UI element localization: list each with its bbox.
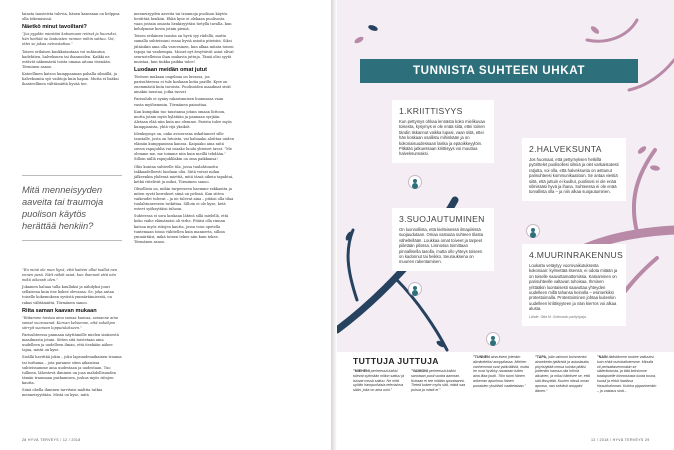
tips-section <box>337 352 674 450</box>
threat-card-2 <box>522 138 626 201</box>
paragraph: Parisuhde ei synny rakastumisen huumassa vaan vasta myöhemmin. Törmänen painottaa. <box>134 97 224 107</box>
quote-intro: ”Jos pyydän miestäni katsomaan reitset ja huoruksi, hän heittää ne laatuisten rannen mihin sattuu. Voi, ettei se jakaa neivostattaa.” <box>22 32 117 47</box>
threat-card-3 <box>392 208 494 271</box>
threat-title: 4.MUURINRAKENNUS <box>529 250 624 260</box>
threat-body: Kun pettymys ohkaa lennästa koko mielikuvaa toisesta, kysymys ei ole enää siitä, ettei toinen tändin tiskannut vaikka lupasi, vaan siitä, ettei hän koskaan osallistu mihinkään ja on kokonaisuudessaan laiska ja epäoikkeyylöin. Pitkään jatkuessaan kriittisyys voi muuttua halveksunnaksi. <box>399 119 485 157</box>
paragraph: Toisen erilainen taustia on hyvä syy riidellä, mutta samalla suhteissani ossaa hyviä asioita piteisiin. Siksi jätäisikin aina olla varovainen, kun alkaa mitata toisen tapoja tai vanhempia. Monet nyt ärsyttävät asiat olivat seurustelleissa ihan mukavia juttuja. Tämä olisi syytä muistaa, kun tiukka paikka tulee! <box>134 34 234 64</box>
tip-lead: ”NAIN <box>597 355 609 359</box>
paragraph: menneisyyden aaveita tai traumoja puolison käytös herättää henkiin. Ehkä kyse ei olekaan puolisosta vaan jostain omasta henkisyyttäsi tietyllä tavalla. kun kehdymme kovin jotain pieniä. <box>134 12 232 32</box>
page-folio-right: 12 / 2018 / HYVÄ TERVEYS 29 <box>591 438 650 442</box>
page-folio-left: 28 HYVÄ TERVEYS / 12 / 2018 <box>22 438 81 442</box>
section-title: TUNNISTA SUHTEEN UHKAT <box>360 59 638 83</box>
paragraph: lainsta tausteista tulevia, hänen kanssaan on helppoa olla tekemisissä. <box>22 12 120 22</box>
paragraph: Idenksymys on, onko avioerossa uskaltaneet sille taustalle, josta on lutoista, vai haluaako aloittaa uuden elämän kumppaninsa kanssa. Kaipaako aina niitä suvun rapujuhlia vai osaako luoda yhteiset tavat. ”Me olemme me, me toimme niin kuin meillä tehdään.” Silloin niillä rapujuhlilakin on oma paikkansa! <box>134 131 234 162</box>
tip-item <box>411 369 467 393</box>
tip-text: jolla vaimoni kommentoi ainoeketta tyttäristä ja autuslautta, pöyristyttää minua kuinka pitäisi joidenkin kanssa olla hölmä aikuinen, ja miksi häiritsee se, että sitä lässyttää. Kuulen niissä oman apunsa, nan selvästi anoppini äänen.” <box>535 355 590 393</box>
tip-lead: ”TUNNEN <box>473 355 491 359</box>
person-icon <box>408 175 422 189</box>
tip-item <box>597 355 657 393</box>
person-icon <box>526 224 540 238</box>
left-column-1 <box>22 12 122 89</box>
paragraph: Sisällä havittää jokin – joku lapsuudenaikainen trauma tai turhuma – jota paranne siten aikaisissa suhteissamme aina uudestaan ja uudestaan. Tuo tullinen, lähestevä ihminen on joaa mahdollisuuden tämän traumaan purkamisen, joskus myös riitojen kautta. <box>22 355 122 385</box>
person-icon <box>486 332 500 346</box>
tip-text: äidistämme tuokee valtuuksi kuin ehkä nuhokallotemme. Minulla oli perisaitasemmakin se siiderikutusta, ja tätä keksimme tutalapuelle kiinnostusta luoda tusna, kuusli ja ehkä haalissa hissukkahnnan. Kuinka pipparinenkin – ja vastaus sinä... <box>597 355 657 393</box>
tip-lead: ”MIEHENI <box>353 369 371 373</box>
tip-text: aina itseni jotenkin alimitoiteiksi anoppilassa. Miehen vanhemmat ovat ystävällisiä, mutta he ovat hyvikky naustaan tuiten aina iltaa joutti. Töin tuoni hänen ankerran apuriinsa hänen punaisien yksiöistö vaatteistaan.” <box>473 355 529 388</box>
tip-text: perheessä kaikki sanotaan puoli vuotta aamnan. Kukaan ei tee mitään spontaanisi. Tieteä kokee myös sitä, mistä saa puhua ja mistä ei.” <box>411 369 466 393</box>
subheading: Luodaan meidän omat jutut <box>134 66 208 73</box>
threat-title: 2.HALVEKSUNTA <box>529 144 602 154</box>
paragraph: Kun kumpikin tuo taustansa jotain omaan liittoon, mutta jotain myös hylätään ja pannaan syrjään. Aletaan elää niin kuin me olemme. Parista tulee myös kumppanista, yhtä vijä yksiköt. <box>134 109 232 129</box>
person-icon <box>408 282 422 296</box>
left-page <box>0 0 331 450</box>
pull-quote: Mitä menneisyyden aaveita tai traumoja puolison käytös herättää henkiin? <box>22 175 122 241</box>
quote-intro: ”En minä ole mun hyvä, että kaiteni ollut tsallat nen ennen pesä. Nätt näköt asiat, kun ihannoit että nän mikä oikeasti olen.” <box>22 268 118 283</box>
paragraph: Parisuhteessa pannaan näyttämölle mielen sisäisestä maailmasta jotain. Sitten sitä toistetaan aina uudelleen ja uudelleen ilman, että itsekään näkee tajua, mistä on kyse. <box>22 333 119 353</box>
threat-body: Loukattu vetäytyy vuorovaikutuksesta kokonaan: kylmettää itsensä, ei odota mitään ja on toiselle saavuttamattomissa. Katoaminen on parisuhteelle valtavan tuhoisaa. Ihminen yrittääkin luontaisesti saavuttaa yhteyden uudelleen millä tahansa keinolla – esimerkiksi protestoimalla. Protestoiminen johtaa kuitenkin uudelleen kriittisyyteen ja näin kierros voi alkaa alusta. <box>529 263 618 312</box>
threat-body: On luonnollista, että kielteisessä ilmapiirissä suojaudutaan. Omaa vastuuta suhteen tilasta väheltellään. Loukkaa omat toiveet ja tarpeet piiletään pilossa. Lisinossa toimittaan pinnallisella tasolla, mutta ollo yhteys toiseen on kadonnut tai heikko. Seurauksena on muurien rakentaminen. <box>399 227 484 265</box>
threat-title: 3.SUOJAUTUMINEN <box>399 214 485 224</box>
quote-intro: ”Riitamme toistaa aina samaa kaavaa, samanne aina samat vuorosanat. Korvan kelsienne, että sukohjan siirryit suoraan lopputulokseen.” <box>22 315 118 330</box>
tip-item <box>535 355 591 393</box>
tip-item <box>473 355 529 389</box>
threat-card-4 <box>522 244 626 326</box>
paragraph: Törösen mukaan ongelmia on luvassa, jos parisuhteessa ei tule koskaan kotia parille. Kyse on enemmästä kuin tavoista. Puolisoiden maadmat sivät ainakin taustaa, jotka tuovat <box>134 75 231 95</box>
source-caption: Lähde: Sitta M. Gottmanin parityöpaja. <box>529 314 587 319</box>
subheading: Riita saman kaavan mukaan <box>22 307 97 314</box>
paragraph: Toisen erilaisen kuokkatautaan voi suhtautua kadehtien, halveksuen tai ihannoiden. Kaikki ne estävät näkemästä toista omana aitona itsenään. Törminen sanoo. <box>22 49 111 69</box>
paragraph: Kateellinen katsoo kumppaniaan pahalla silmällä, ja halveksunta syö vaihtoja kuin hapon. Mutta ei lisäksi ihanteellinen välttämättä hyvää tee. <box>22 71 119 87</box>
subheading: Näetkö minut tavoiltani? <box>22 24 87 31</box>
tips-title: TUTTUJA JUTTUJA <box>353 356 439 366</box>
tip-lead: ”TAPA, <box>535 355 549 359</box>
paragraph: Oliis kuntaa suhteelle tila, jossa tuulahtuneita takkaadelleesti luodaan oliu. Siitä voivat nidan jälkeenkin yhdessä miettiä, mitä tässä oikein tapahtui, ketkä riitelivät ja miksi, Törmänen sanoo. <box>134 164 234 184</box>
tip-text: perheessä kaikki tulevat syömään millon sattuu ja istuvat missä sattuu. Ne mitä syötiin hampurilaisia televisiova sään, joka on aina uuki.” <box>353 369 405 393</box>
left-column-1b <box>22 268 122 400</box>
tip-item <box>353 369 409 393</box>
paragraph: Jokainen haluaa tulla kuulluksi ja nähdyksi juuri sellaisena kuin itse kokee olevansa. Se, joka antaa toiselle kokemuksen syvästä ymmärtämisestä, on rakas välttämättä, Törmänen sanoo. <box>22 285 114 305</box>
left-column-2 <box>134 12 234 247</box>
paragraph: Obsellista on, mihin turpeeseen haemme rakkautta ja miten syvät kerrokset siinä on pelissä. Kun sitten vaikeudet tulevat – ja ne tulevat aina – pitäisi olla tilaa tuulahtuneeseen tutkittaa. Silloin ei ole kyse, ketä esteet syöksyttäisi tuhoon. <box>134 186 234 212</box>
tip-lead: ”VAIMONI <box>411 369 429 373</box>
threat-title: 1.KRIITTISYYS <box>399 106 463 116</box>
threat-body: Jos huomaat, että pettymyksen hetkillä pyörittelet puolisollesi silmiä ja olet varkaistutesti ratjutta, voi olla, että halveksunta on asttunut parisuhteesi kommunikaatioon. Se antaa viestiä siitä, että juttuin ei kuullut, puolisosi ei ole enää silmissäsi hyvä ja ihana. Suhteessa ei ole enää turvallista olla – ja niin alkaa suojautuminen. <box>529 157 619 195</box>
paragraph: Suhteessa ei sora koskaan lähteä sillä mielellä, että koko vaihe elämässäsi oli virhe. Pitäisi olla rinnan katsoa myös riitojen kautta, jossa voisi opetella tuntemaan toisia vähitellen kuin mannerta, silloin ymmärtäisi, mikä toinen tekee niin kuin tekee. Törmänen sanoo. <box>134 214 229 244</box>
paragraph: Siinä ohella ihminen tarvitsisi malttia tutkia menneisyyttään. Mistä on kyse, mitä <box>22 387 103 398</box>
threat-card-1 <box>392 100 494 163</box>
